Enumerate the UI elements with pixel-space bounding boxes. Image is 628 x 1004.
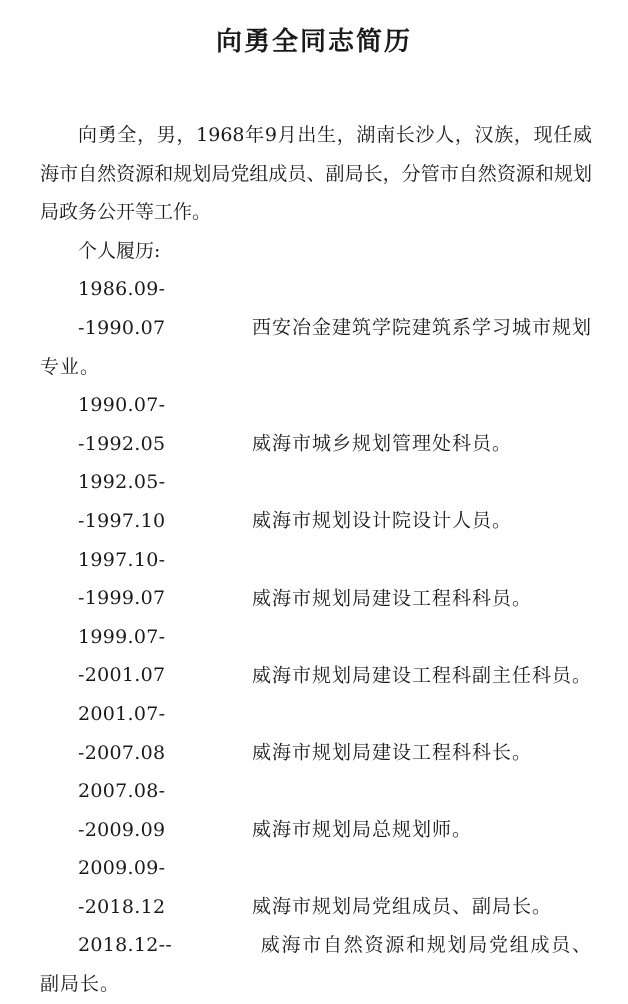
resume-entry <box>40 618 592 695</box>
intro-paragraph: 向勇全，男，1968年9月出生，湖南长沙人，汉族，现任威海市自然资源和规划局党组成员、副局长，分管市自然资源和规划局政务公开等工作。 <box>40 124 592 224</box>
entry-description: 西安冶金建筑学院建筑系学习城市规划专业。 <box>40 316 593 378</box>
resume-entry <box>40 849 592 926</box>
entry-description: 威海市规划局建设工程科科长。 <box>252 741 533 764</box>
entry-period: 1986.09--1990.07 <box>78 278 166 339</box>
resume-entry <box>40 270 592 386</box>
entry-period: 1999.07--2001.07 <box>78 625 166 687</box>
entry-period: 1992.05--1997.10 <box>78 471 166 532</box>
entry-period: 2009.09--2018.12 <box>78 857 166 918</box>
entry-period: 1990.07--1992.05 <box>78 394 166 455</box>
entry-period: 2001.07--2007.08 <box>78 702 166 764</box>
entry-description: 威海市规划设计院设计人员。 <box>252 509 513 532</box>
entry-description: 威海市自然资源和规划局党组成员、副局长。 <box>40 934 592 996</box>
entry-period: 2018.12-- <box>78 934 173 957</box>
resume-entry <box>40 386 592 463</box>
resume-entry <box>40 463 592 540</box>
document-title: 向勇全同志简历 <box>215 27 412 57</box>
entry-description: 威海市规划局建设工程科副主任科员。 <box>252 664 593 687</box>
resume-entry <box>40 772 592 849</box>
resume-entry <box>40 926 592 1003</box>
document-body <box>40 116 592 1004</box>
resume-heading: 个人履历: <box>78 239 161 262</box>
resume-entry <box>40 541 592 618</box>
entry-description: 威海市规划局总规划师。 <box>252 818 473 841</box>
resume-entry <box>40 695 592 772</box>
entry-period: 2007.08--2009.09 <box>78 780 166 841</box>
entry-description: 威海市城乡规划管理处科员。 <box>252 432 513 455</box>
entry-description: 威海市规划局建设工程科科员。 <box>252 587 533 610</box>
entry-description: 威海市规划局党组成员、副局长。 <box>252 895 553 918</box>
entry-period: 1997.10--1999.07 <box>78 548 166 610</box>
